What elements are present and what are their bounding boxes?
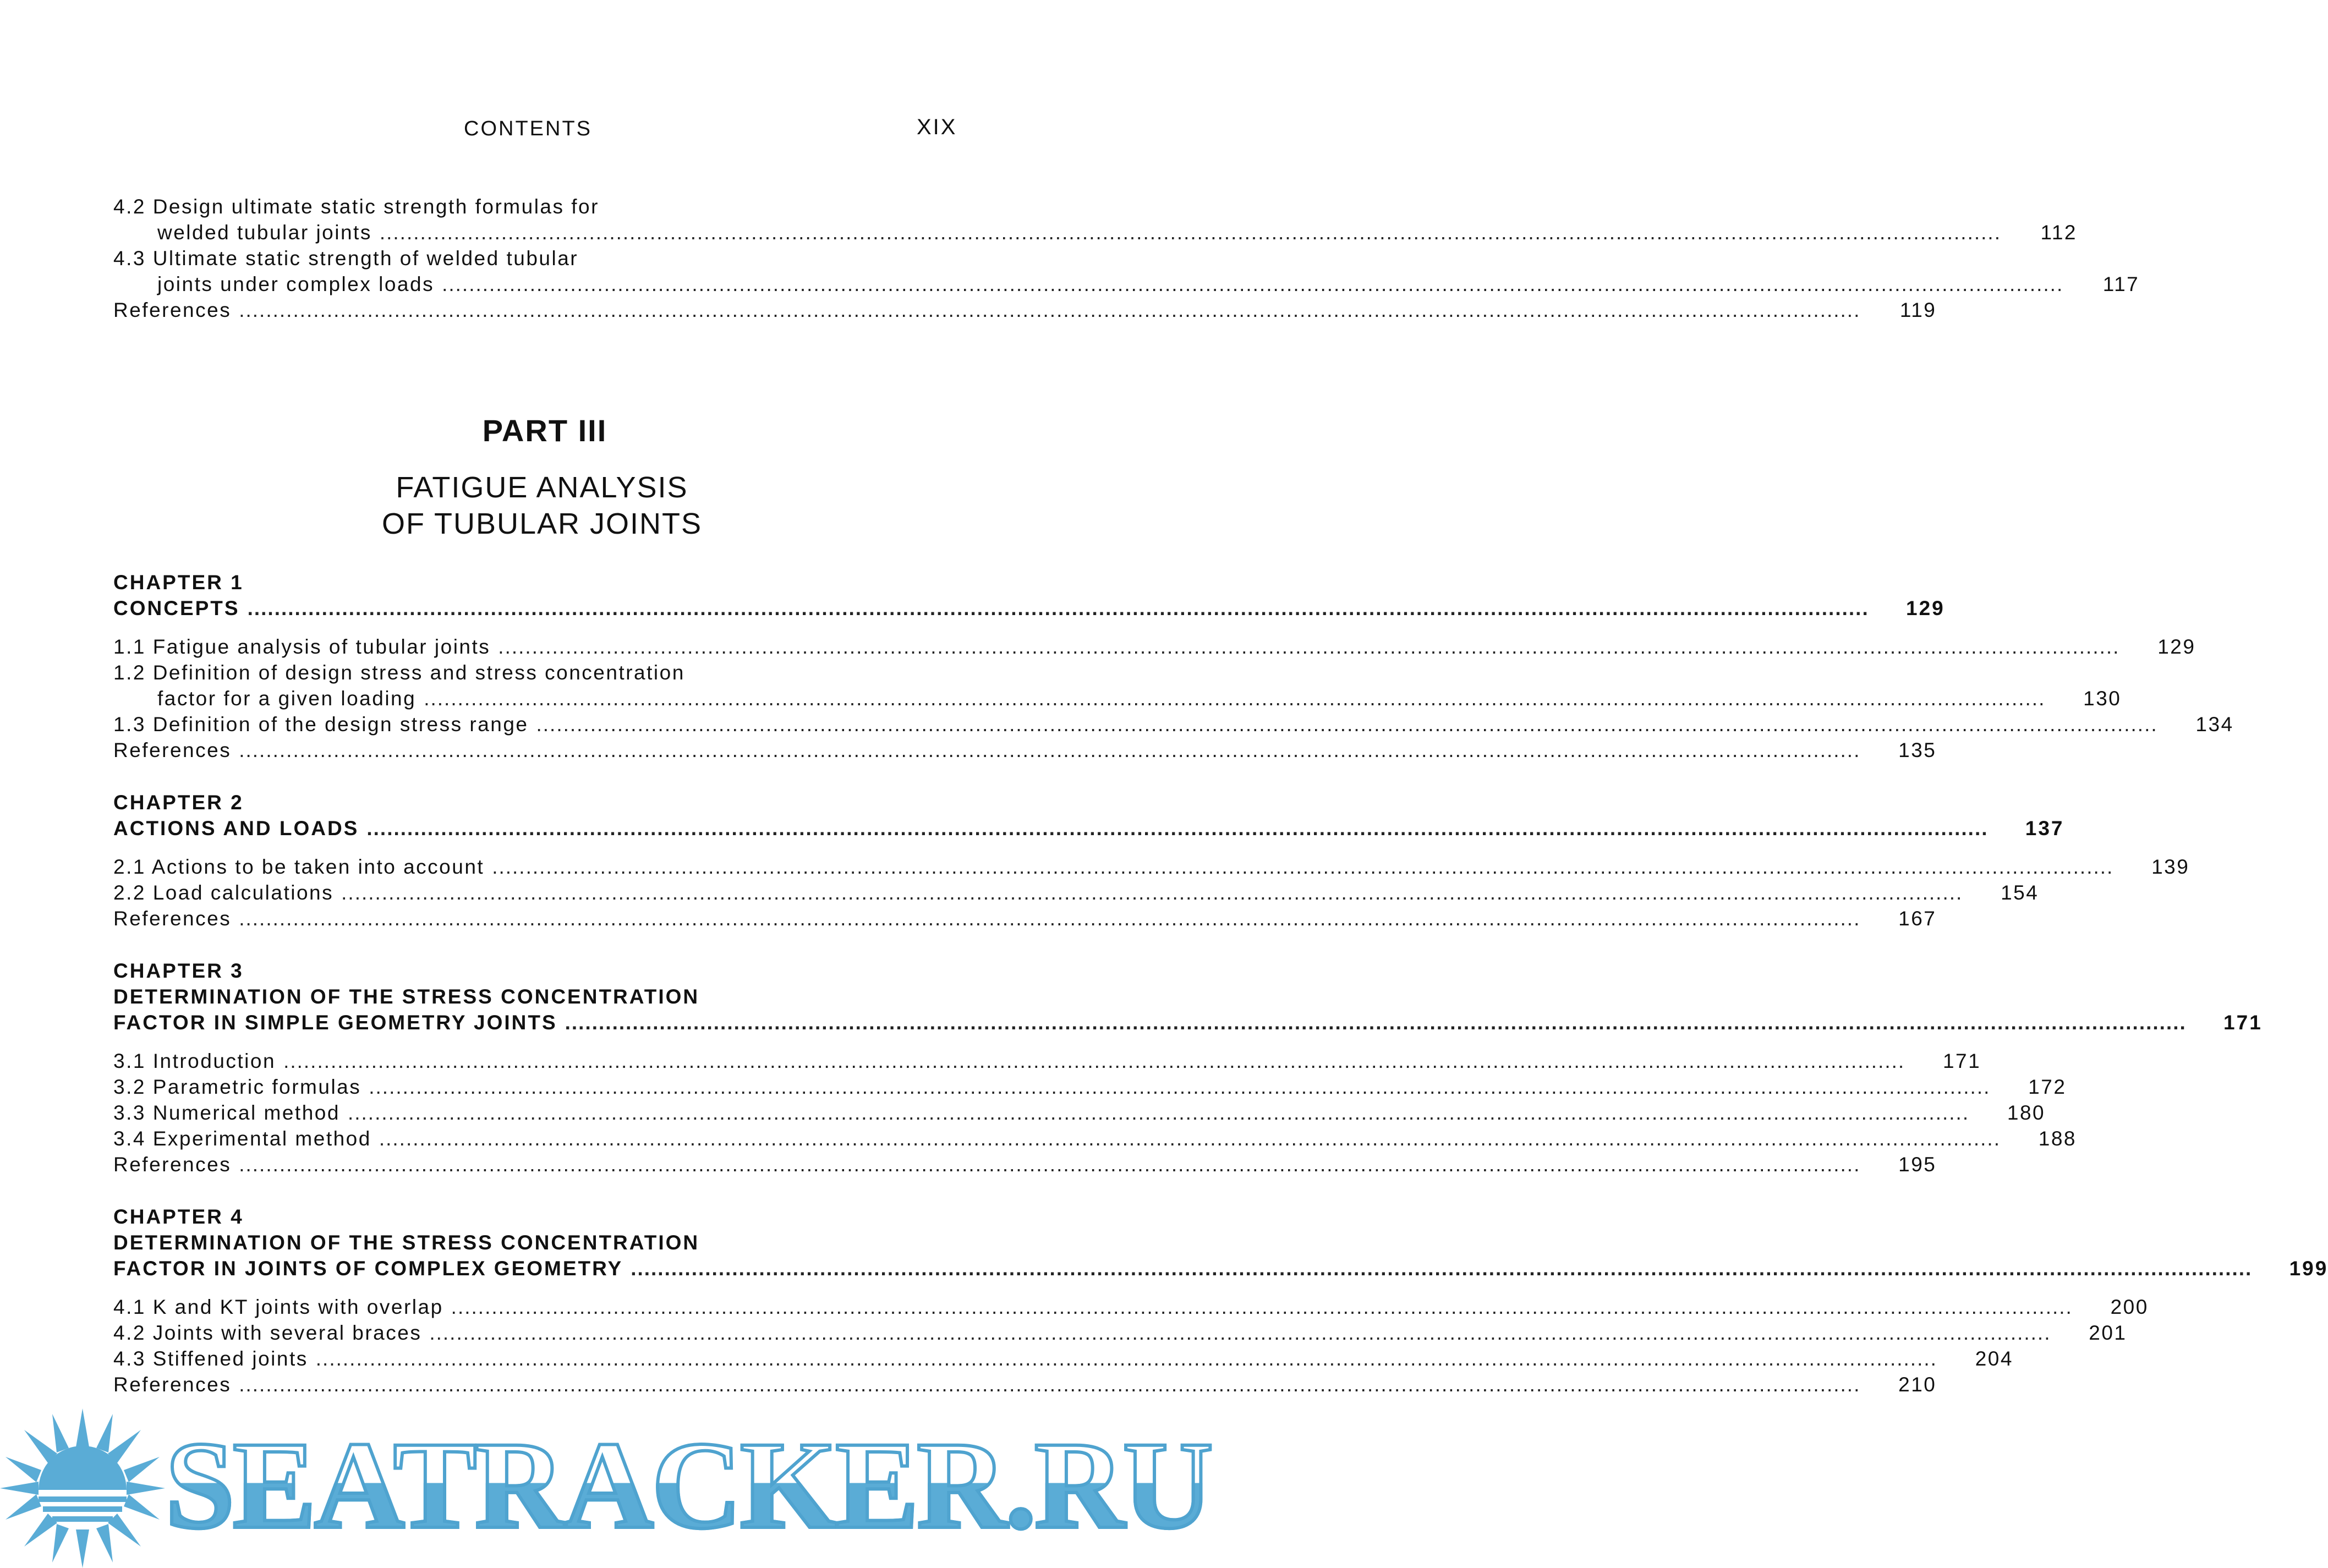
toc-entry-4-1 — [113, 1296, 2149, 1322]
toc-page-number: 137 — [2025, 817, 2064, 840]
toc-entry-text: 4.1 K and KT joints with overlap — [113, 1296, 443, 1318]
chapter-label-text: CHAPTER 3 — [113, 960, 244, 982]
toc-entry-ch3-references — [113, 1153, 1937, 1179]
toc-entry-text: 2.2 Load calculations — [113, 881, 334, 904]
part-subtitle-line-1: FATIGUE ANALYSIS — [396, 471, 688, 504]
part-subtitle-line-2: OF TUBULAR JOINTS — [381, 507, 703, 540]
toc-entry-4-3 — [113, 247, 966, 273]
chapter-title-text: DETERMINATION OF THE STRESS CONCENTRATION — [113, 1231, 700, 1254]
toc-entry-text: 3.2 Parametric formulas — [113, 1076, 361, 1098]
toc-page-number: 201 — [2089, 1322, 2127, 1344]
leader-dots — [283, 1050, 1905, 1073]
leader-dots — [565, 1011, 2187, 1034]
toc-entry-1-2 — [113, 661, 966, 687]
toc-page-number: 135 — [1898, 739, 1937, 761]
toc-page-number: 171 — [1942, 1050, 1981, 1072]
toc-entry-1-2-cont — [113, 687, 2122, 713]
chapter-2-title — [113, 817, 2064, 843]
toc-page-number: 167 — [1898, 907, 1937, 930]
toc-entry-text: 1.3 Definition of the design stress range — [113, 713, 529, 736]
running-head — [0, 113, 1073, 146]
watermark-text: SEATRACKER.RU — [165, 1416, 1212, 1555]
chapter-title-text: ACTIONS AND LOADS — [113, 817, 359, 840]
toc-page-number: 199 — [2289, 1257, 2328, 1280]
leader-dots — [429, 1322, 2051, 1345]
toc-page-number: 119 — [1899, 299, 1937, 321]
toc-entry-3-1 — [113, 1050, 1981, 1076]
toc-part-iii — [113, 571, 2328, 1399]
toc-entry-3-3 — [113, 1101, 2046, 1127]
toc-entry-text: References — [113, 907, 232, 930]
chapter-title-text: FACTOR IN SIMPLE GEOMETRY JOINTS — [113, 1011, 557, 1034]
leader-dots — [631, 1257, 2252, 1280]
toc-entry-text: 4.2 Joints with several braces — [113, 1322, 422, 1344]
toc-entry-text: 1.2 Definition of design stress and stress concentration — [113, 661, 685, 684]
toc-entry-1-3 — [113, 713, 2234, 739]
toc-page-number: 117 — [2102, 273, 2140, 295]
chapter-title-text: FACTOR IN JOINTS OF COMPLEX GEOMETRY — [113, 1257, 623, 1280]
chapter-4-title-line-2 — [113, 1257, 2328, 1283]
toc-page-number: 172 — [2028, 1076, 2067, 1098]
leader-dots — [379, 1127, 2001, 1150]
toc-entry-4-2b — [113, 1322, 2127, 1347]
chapter-3-title-line-1 — [113, 985, 966, 1011]
toc-entry-4-3-cont — [113, 273, 2140, 299]
leader-dots — [239, 299, 1860, 322]
sun-logo-icon — [0, 1408, 165, 1568]
toc-page-number: 130 — [2083, 687, 2122, 710]
leader-dots — [366, 817, 1988, 840]
toc-entry-text: factor for a given loading — [157, 687, 417, 710]
toc-entry-ch4-references — [113, 1373, 1937, 1399]
toc-page-number: 188 — [2038, 1127, 2077, 1150]
toc-entry-4-2 — [113, 195, 966, 221]
toc-entry-3-2 — [113, 1076, 2067, 1101]
toc-page-number: 204 — [1975, 1347, 2013, 1370]
toc-entry-text: 3.3 Numerical method — [113, 1101, 340, 1124]
toc-entry-text: 3.1 Introduction — [113, 1050, 276, 1072]
chapter-label-text: CHAPTER 1 — [113, 571, 244, 594]
toc-entry-text: welded tubular joints — [157, 221, 372, 244]
leader-dots — [424, 687, 2045, 710]
chapter-1-label — [113, 571, 966, 597]
toc-entry-ch1-references — [113, 739, 1937, 765]
toc-page-number: 171 — [2223, 1011, 2263, 1034]
leader-dots — [536, 713, 2158, 736]
toc-entry-4-2-cont — [113, 221, 2077, 247]
toc-entry-text: References — [113, 1373, 232, 1396]
toc-entry-text: 3.4 Experimental method — [113, 1127, 371, 1150]
toc-entry-3-4 — [113, 1127, 2077, 1153]
leader-dots — [492, 856, 2113, 879]
chapter-4-label — [113, 1205, 966, 1231]
toc-entry-text: References — [113, 1153, 232, 1176]
toc-page-number: 180 — [2007, 1101, 2046, 1124]
chapter-3-label — [113, 960, 966, 985]
toc-entry-1-1 — [113, 635, 2196, 661]
chapter-title-text: DETERMINATION OF THE STRESS CONCENTRATION — [113, 985, 700, 1008]
toc-entry-text: 1.1 Fatigue analysis of tubular joints — [113, 635, 491, 658]
leader-dots — [380, 221, 2001, 244]
toc-entry-text: 2.1 Actions to be taken into account — [113, 856, 485, 878]
chapter-1-title — [113, 597, 1945, 623]
leader-dots — [239, 1153, 1860, 1176]
toc-entry-2-1 — [113, 856, 2190, 881]
part-title: PART III — [482, 413, 607, 448]
toc-page-number: 134 — [2195, 713, 2234, 736]
chapter-4-title-line-1 — [113, 1231, 966, 1257]
chapter-label-text: CHAPTER 2 — [113, 791, 244, 814]
leader-dots — [239, 739, 1860, 762]
leader-dots — [498, 635, 2119, 659]
toc-page-number: 195 — [1898, 1153, 1937, 1176]
toc-page-number: 210 — [1898, 1373, 1937, 1396]
leader-dots — [239, 1373, 1860, 1396]
toc-entry-text: References — [113, 299, 232, 321]
toc-page-number: 129 — [2157, 635, 2196, 658]
toc-entry-4-3b — [113, 1347, 2013, 1373]
toc-entry-text: 4.3 Stiffened joints — [113, 1347, 308, 1370]
leader-dots — [348, 1101, 1969, 1125]
part-subtitle — [11, 469, 1073, 542]
running-head-page-number: XIX — [917, 115, 957, 139]
chapter-title-text: CONCEPTS — [113, 597, 240, 619]
chapter-label-text: CHAPTER 4 — [113, 1205, 244, 1228]
leader-dots — [341, 881, 1963, 904]
leader-dots — [451, 1296, 2073, 1319]
leader-dots — [442, 273, 2063, 296]
leader-dots — [248, 597, 1869, 620]
chapter-3-title-line-2 — [113, 1011, 2263, 1037]
toc-page-number: 200 — [2110, 1296, 2149, 1318]
toc-page-number: 154 — [2001, 881, 2039, 904]
part-heading — [0, 413, 1073, 542]
toc-entry-text: 4.2 Design ultimate static strength formulas for — [113, 195, 599, 218]
leader-dots — [239, 907, 1860, 930]
leader-dots — [316, 1347, 1937, 1370]
toc-continued-section — [113, 195, 2140, 325]
running-head-title: CONTENTS — [464, 117, 592, 140]
toc-entry-references — [113, 299, 1937, 325]
chapter-2-label — [113, 791, 966, 817]
toc-entry-ch2-references — [113, 907, 1937, 933]
toc-page-number: 129 — [1906, 597, 1945, 619]
toc-entry-text: 4.3 Ultimate static strength of welded tubular — [113, 247, 579, 270]
leader-dots — [369, 1076, 1990, 1099]
toc-page-number: 139 — [2151, 856, 2190, 878]
toc-page-number: 112 — [2040, 221, 2077, 244]
toc-entry-text: References — [113, 739, 232, 761]
toc-entry-2-2 — [113, 881, 2039, 907]
watermark — [0, 1408, 1212, 1568]
toc-entry-text: joints under complex loads — [157, 273, 435, 295]
